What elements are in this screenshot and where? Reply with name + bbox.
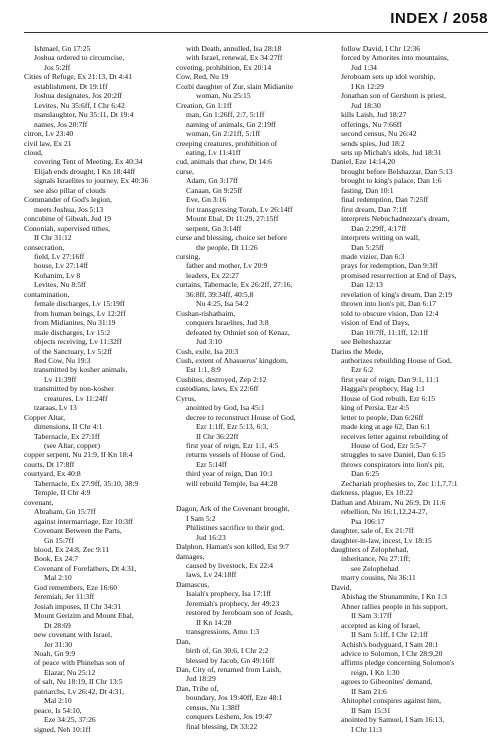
index-subentry: kills Laish, Jud 18:27 xyxy=(341,110,407,120)
index-subentry: Jonathan son of Gershom is priest, xyxy=(341,91,447,101)
index-subentry: I Kn 12:29 xyxy=(351,81,384,91)
index-subentry: first dream, Dan 7:1ff xyxy=(341,204,408,214)
index-subentry: Isaiah's prophecy, Isa 17:1ff xyxy=(186,589,272,599)
index-subentry: Abraham, Gn 15:7ff xyxy=(34,507,96,517)
index-subentry: I Chr 11:3 xyxy=(351,724,382,734)
index-subentry: Levites, Nu 8:5ff xyxy=(34,280,86,290)
index-subentry: transmitted by kosher animals, xyxy=(34,365,128,375)
index-subentry: woman, Nu 25:15 xyxy=(196,91,251,101)
index-entry: daughter, sale of, Ex 21:7ff xyxy=(331,526,414,536)
index-subentry: Jud 1:34 xyxy=(351,62,377,72)
index-subentry: sets up Michah's idols, Jud 18:31 xyxy=(341,147,442,157)
index-subentry: naming of animals, Gn 2:19ff xyxy=(186,119,276,129)
index-subentry: creatures, Lv 11:24ff xyxy=(44,393,108,403)
index-subentry: Elijah ends drought, I Kn 18:44ff xyxy=(34,166,136,176)
index-subentry: Covenant of Forefathers, Dt 4:31, xyxy=(34,563,137,573)
index-subentry: see Belteshazzar xyxy=(341,337,392,347)
index-entry: Cushites, destroyed, Zep 2:12 xyxy=(176,374,267,384)
index-subentry: conquers Leshem, Jos 19:47 xyxy=(186,712,273,722)
index-subentry: Temple, II Chr 4:9 xyxy=(34,488,91,498)
index-entry: Cow, Red, Nu 19 xyxy=(176,72,229,82)
index-subentry: Jud 16:23 xyxy=(196,532,226,542)
index-entry: Darius the Mede, xyxy=(331,346,384,356)
index-entry: contamination, xyxy=(24,289,70,299)
header-rule xyxy=(24,32,488,33)
index-subentry: prays for redemption, Dan 9:3ff xyxy=(341,261,438,271)
index-entry: citron, Lv 23:40 xyxy=(24,129,74,139)
index-subentry: marry cousins, Nu 36:11 xyxy=(341,573,416,583)
index-subentry: eating, Lv 11:41ff xyxy=(186,147,241,157)
index-entry: Cyrus, xyxy=(176,393,197,403)
index-subentry: signed, Neh 10:1ff xyxy=(34,724,91,734)
index-subentry: made king at age 62, Dan 6:1 xyxy=(341,422,431,432)
index-entry: Dan, Tribe of, xyxy=(176,683,219,693)
index-subentry: made vizier, Dan 6:3 xyxy=(341,251,405,261)
index-subentry: II Chr 31:12 xyxy=(34,233,72,243)
index-subentry: Gn 15:7ff xyxy=(44,535,74,545)
index-subentry: Eze 34:25, 37:26 xyxy=(44,715,96,725)
index-subentry: house, Lv 27:14ff xyxy=(34,261,89,271)
index-entry: covenant, xyxy=(24,497,54,507)
index-subentry: Zechariah prophesies to, Zec 1:1,7,7:1 xyxy=(341,478,458,488)
index-subentry: meets Joshua, Jos 5:13 xyxy=(34,204,104,214)
index-subentry: Philistines sacrifice to their god, xyxy=(186,523,285,533)
index-subentry: letter to people, Dan 6:26ff xyxy=(341,412,424,422)
index-subentry: peace, Is 54:10, xyxy=(34,705,82,715)
index-subentry: third year of reign, Dan 10:1 xyxy=(186,469,273,479)
index-entry: Dagon, Ark of the Covenant brought, xyxy=(176,504,290,514)
index-subentry: interprets Nebuchadnezzar's dream, xyxy=(341,214,450,224)
index-subentry: Josiah imposes, II Chr 34:31 xyxy=(34,601,122,611)
index-subentry: Jer 31:30 xyxy=(44,639,73,649)
index-subentry: Abishag the Shunammite, I Kn 1:3 xyxy=(341,592,447,602)
index-subentry: female discharges, Lv 15:19ff xyxy=(34,299,125,309)
index-entry: Creation, Gn 1:1ff xyxy=(176,100,232,110)
index-entry: cloud, xyxy=(24,147,43,157)
index-subentry: House of God, Ezr 5:5-7 xyxy=(351,441,426,451)
index-subentry: Ezr 6:2 xyxy=(351,365,374,375)
index-subentry: Dan 6:25 xyxy=(351,469,380,479)
index-subentry: see also pillar of clouds xyxy=(34,185,106,195)
index-subentry: blood, Ex 24:8, Zec 9:11 xyxy=(34,545,110,555)
index-subentry: against intermarriage, Ezr 10:3ff xyxy=(34,516,133,526)
index-subentry: with Death, annulled, Isa 28:18 xyxy=(186,44,282,53)
index-subentry: Ahitophel conspires against him, xyxy=(341,696,441,706)
index-subentry: sends spies, Jud 18:2 xyxy=(341,138,405,148)
index-subentry: inheritance, Nu 27:1ff; xyxy=(341,554,411,564)
index-entry: courtyard, Ex 40:8 xyxy=(24,469,81,479)
index-entry: civil law, Ex 21 xyxy=(24,138,72,148)
index-subentry: birth of, Gn 30:6, I Chr 2:2 xyxy=(186,646,269,656)
index-subentry: Mount Gerizim and Mount Ebal, xyxy=(34,611,134,621)
index-subentry: Noah, Gn 9:9 xyxy=(34,649,76,658)
index-subentry: Eve, Gn 3:16 xyxy=(186,195,227,205)
index-subentry: God remembers, Eze 16:60 xyxy=(34,582,118,592)
index-entry: Dalphon, Haman's son killed, Est 9:7 xyxy=(176,542,289,552)
index-subentry: signals Israelites to journey, Ex 40:36 xyxy=(34,176,149,186)
index-subentry: throws conspirators into lion's pit, xyxy=(341,459,445,469)
index-subentry: Mal 2:10 xyxy=(44,696,72,706)
index-subentry: leaders, Ex 22:27 xyxy=(186,270,239,280)
index-entry: Dathan and Abiram, Nu 26:9, Dt 11:6 xyxy=(331,497,446,507)
index-subentry: interprets writing on wall, xyxy=(341,233,420,243)
index-subentry: Joshua designates, Jos 20:2ff xyxy=(34,91,123,101)
index-subentry: final blessing, Dt 33:22 xyxy=(186,721,258,731)
index-subentry: Nu 4:25, Isa 54:2 xyxy=(196,299,249,309)
index-subentry: manslaughter, Nu 35:11, Dt 19:4 xyxy=(34,110,134,120)
index-subentry: transmitted by non-kosher xyxy=(34,384,114,394)
index-subentry: follow David, I Chr 12:36 xyxy=(341,44,421,53)
index-subentry: establishment, Dt 19:1ff xyxy=(34,81,108,91)
index-subentry: of the Sanctuary, Lv 5:2ff xyxy=(34,346,113,356)
index-subentry: Jud 3:10 xyxy=(196,337,222,347)
index-subentry: accepted as king of Israel, xyxy=(341,620,421,630)
index-subentry: II Sam 21:6 xyxy=(351,686,387,696)
section-gap xyxy=(176,496,326,504)
index-subentry: fasting, Dan 10:1 xyxy=(341,185,394,195)
index-entry: Commander of God's legion, xyxy=(24,195,112,205)
index-subentry: from human beings, Lv 12:2ff xyxy=(34,308,126,318)
index-subentry: first year of reign, Dan 9:1, 11:1 xyxy=(341,374,439,384)
index-column-3 xyxy=(331,44,481,734)
index-entry: darkness, plague, Ex 10:22 xyxy=(331,488,414,498)
page-title: INDEX / 2058 xyxy=(390,10,488,27)
index-entry: Cushan-rishathaim, xyxy=(176,308,236,318)
index-subentry: II Chr 36:22ff xyxy=(196,431,239,441)
index-subentry: restored by Jeroboam son of Joash, xyxy=(186,608,293,618)
index-subentry: II Sam 5:1ff, I Chr 12:1ff xyxy=(351,630,428,640)
index-subentry: Dan 2:29ff, 4:17ff xyxy=(351,223,407,233)
index-subentry: Jeremiah's prophecy, Jer 49:23 xyxy=(186,598,280,608)
index-subentry: transgressions, Amo 1:3 xyxy=(186,627,260,637)
index-entry: curtains, Tabernacle, Ex 26:2ff, 27:16, xyxy=(176,280,293,290)
index-subentry: Elazar, Nu 25:12 xyxy=(44,667,96,677)
index-subentry: Adam, Gn 3:17ff xyxy=(186,176,238,186)
index-subentry: Book, Ex 24:7 xyxy=(34,554,79,564)
index-subentry: names, Jos 20:7ff xyxy=(34,119,88,129)
index-entry: courts, Dt 17:8ff xyxy=(24,459,75,469)
index-subentry: told to obscure vision, Dan 12:4 xyxy=(341,308,439,318)
index-subentry: Est 1:1, 8:9 xyxy=(186,365,221,375)
index-subentry: offerings, Nu 7:66ff xyxy=(341,119,402,129)
index-subentry: Jos 5:2ff xyxy=(44,62,71,72)
index-subentry: see Zelophehad xyxy=(351,563,399,573)
index-subentry: decree to reconstruct House of God, xyxy=(186,412,296,422)
index-entry: Dan, xyxy=(176,636,191,646)
index-subentry: woman, Gn 2:21ff, 5:1ff xyxy=(186,129,261,139)
index-subentry: objects receiving, Lv 11:32ff xyxy=(34,337,122,347)
index-subentry: defeated by Othniel son of Kenaz, xyxy=(186,327,290,337)
index-subentry: anointed by God, Isa 45:1 xyxy=(186,403,265,413)
index-subentry: brought before Belshazzar, Dan 5:13 xyxy=(341,166,453,176)
index-entry: copper serpent, Nu 21:9, II Kn 18:4 xyxy=(24,450,133,460)
index-subentry: blessed by Jacob, Gn 49:16ff xyxy=(186,655,275,665)
index-entry: David, xyxy=(331,582,352,592)
index-entry: concubine of Gibeah, Jud 19 xyxy=(24,214,112,224)
index-entry: Damascus, xyxy=(176,579,210,589)
index-subentry: Dan 5:25ff xyxy=(351,242,384,252)
index-subentry: reign, I Kn 1:30 xyxy=(351,667,400,677)
index-subentry: king of Persia, Ezr 4:5 xyxy=(341,403,410,413)
index-subentry: census, Nu 1:38ff xyxy=(186,702,240,712)
index-subentry: conquers Israelites, Jud 3:8 xyxy=(186,318,269,328)
index-entry: cud, animals that chew, Dt 14:6 xyxy=(176,157,272,167)
index-subentry: of peace with Phinehas son of xyxy=(34,658,125,668)
index-subentry: will rebuild Temple, Isa 44:28 xyxy=(186,478,278,488)
index-subentry: Dt 28:69 xyxy=(44,620,71,630)
index-subentry: Dan 10:7ff, 11:1ff, 12:1ff xyxy=(351,327,429,337)
index-subentry: II Sam 15:31 xyxy=(351,705,391,715)
index-subentry: Covenant Between the Parts, xyxy=(34,526,122,536)
index-subentry: Ishmael, Gn 17:25 xyxy=(34,44,91,53)
index-subentry: thrown into lion's pit, Dan 6:17 xyxy=(341,299,437,309)
index-subentry: boundary, Jos 19:40ff, Eze 48:1 xyxy=(186,693,283,703)
index-subentry: Joshua ordered to circumcise, xyxy=(34,53,125,63)
index-entry: Cononiah, supervised tithes, xyxy=(24,223,111,233)
index-entry: curse, xyxy=(176,166,194,176)
page-header xyxy=(24,10,488,30)
index-subentry: second census, Nu 26:42 xyxy=(341,129,417,139)
index-subentry: Jud 18:30 xyxy=(351,100,381,110)
section-gap xyxy=(176,488,326,496)
index-subentry: Ezr 1:1ff, Ezr 5:13, 6:3, xyxy=(196,422,269,432)
index-subentry: man, Gn 1:26ff, 2:7, 5:1ff xyxy=(186,110,265,120)
index-subentry: II Sam 3:17ff xyxy=(351,611,392,621)
index-subentry: patriarchs, Lv 26:42, Dt 4:31, xyxy=(34,686,125,696)
index-subentry: the people, Dt 11:26 xyxy=(196,242,258,252)
index-subentry: Tabernacle, Ex 27:1ff xyxy=(34,431,100,441)
index-subentry: promised resurrection at End of Days, xyxy=(341,270,457,280)
index-subentry: receives letter against rebuilding of xyxy=(341,431,449,441)
index-subentry: Haggai's prophecy, Hag 1:1 xyxy=(341,384,425,394)
index-subentry: Jeremiah, Jer 11:3ff xyxy=(34,592,95,602)
index-subentry: 36:8ff, 39:34ff, 40:5,8 xyxy=(186,289,254,299)
index-entry: daughters of Zelophehad, xyxy=(331,545,409,555)
index-entry: Daniel, Eze 14:14,20 xyxy=(331,157,396,167)
index-subentry: caused by livestock, Ex 22:4 xyxy=(186,561,274,571)
index-subentry: brought to king's palace, Dan 1:6 xyxy=(341,176,442,186)
index-entry: daughter-in-law, incest, Lv 18:15 xyxy=(331,535,432,545)
index-entry: Dan, City of, renamed from Laish, xyxy=(176,665,282,674)
index-subentry: serpent, Gn 3:14ff xyxy=(186,223,242,233)
index-subentry: Dan 12:13 xyxy=(351,280,383,290)
index-subentry: vision of End of Days, xyxy=(341,318,410,328)
index-entry: Cush, exile, Isa 20:3 xyxy=(176,346,239,356)
index-subentry: Abner rallies people in his support, xyxy=(341,601,448,611)
index-entry: creeping creatures, prohibition of xyxy=(176,138,278,148)
index-subentry: Mal 2:10 xyxy=(44,573,72,583)
index-subentry: Ezr 5:14ff xyxy=(196,459,227,469)
index-subentry: Kohanim, Lv 8 xyxy=(34,270,81,280)
index-column-2 xyxy=(176,44,326,731)
index-subentry: covering Tent of Meeting, Ex 40:34 xyxy=(34,157,143,167)
index-subentry: Tabernacle, Ex 27:9ff, 35:10, 38:9 xyxy=(34,478,139,488)
index-entry: coveting, prohibition, Ex 20:14 xyxy=(176,62,272,72)
index-subentry: final redemption, Dan 7:25ff xyxy=(341,195,429,205)
index-subentry: struggles to save Daniel, Dan 6:15 xyxy=(341,450,446,460)
index-subentry: forced by Amorites into mountains, xyxy=(341,53,449,63)
index-subentry: authorizes rebuilding House of God, xyxy=(341,355,452,365)
index-subentry: with Israel, renewal, Ex 34:27ff xyxy=(186,53,283,63)
index-entry: Copper Altar, xyxy=(24,412,66,422)
index-subentry: Jud 18:29 xyxy=(186,674,216,684)
index-subentry: for transgressing Torah, Lv 26:14ff xyxy=(186,204,293,214)
index-subentry: Mount Ebal, Dt 11:29, 27:15ff xyxy=(186,214,279,224)
index-subentry: Canaan, Gn 9:25ff xyxy=(186,185,243,195)
index-entry: Cush, extent of Ahasuerus' kingdom, xyxy=(176,355,288,365)
index-entry: curse and blessing, choice set before xyxy=(176,233,287,243)
index-subentry: male discharges, Lv 15:2 xyxy=(34,327,111,337)
index-entry: custodians, laws, Ex 22:6ff xyxy=(176,384,259,394)
index-subentry: Achish's bodyguard, I Sam 28:1 xyxy=(341,639,439,649)
index-subentry: II Kn 14:28 xyxy=(196,617,232,627)
index-subentry: dimensions, II Chr 4:1 xyxy=(34,422,103,432)
index-subentry: rebellion, Nu 16:1,12,24-27, xyxy=(341,507,428,517)
index-subentry: Lv 11:39ff xyxy=(44,374,77,384)
index-entry: damages, xyxy=(176,551,205,561)
index-entry: consecration, xyxy=(24,242,65,252)
index-column-1 xyxy=(24,44,174,734)
index-subentry: revelation of king's dream, Dan 2:19 xyxy=(341,289,453,299)
index-subentry: Red Cow, Nu 19:3 xyxy=(34,355,91,365)
index-subentry: House of God rebuilt, Ezr 6:15 xyxy=(341,393,436,403)
index-subentry: Levites, Nu 35:6ff, I Chr 6:42 xyxy=(34,100,125,110)
index-subentry: Psa 106:17 xyxy=(351,516,385,526)
index-subentry: new covenant with Israel, xyxy=(34,630,113,640)
index-subentry: affirms pledge concerning Solomon's xyxy=(341,658,455,668)
index-subentry: first year of reign, Ezr 1:1, 4:5 xyxy=(186,441,279,451)
index-entry: cursing, xyxy=(176,251,201,261)
index-subentry: Jeroboam sets up idol worship, xyxy=(341,72,436,82)
index-subentry: laws, Lv 24:18ff xyxy=(186,570,237,580)
index-subentry: returns vessels of House of God, xyxy=(186,450,286,460)
index-subentry: (see Altar, copper) xyxy=(44,441,100,451)
index-subentry: advice to Solomon, I Chr 28:9,20 xyxy=(341,649,443,658)
index-subentry: tzaraas, Lv 13 xyxy=(34,403,77,413)
index-entry: Cities of Refuge, Ex 21:13, Dt 4:41 xyxy=(24,72,132,82)
index-subentry: agrees to Gibeonites' demand, xyxy=(341,677,433,687)
index-subentry: field, Lv 27:16ff xyxy=(34,251,85,261)
index-subentry: I Sam 5:2 xyxy=(186,513,216,523)
index-subentry: anointed by Samuel, I Sam 16:13, xyxy=(341,715,445,725)
index-subentry: of salt, Nu 18:19, II Chr 13:5 xyxy=(34,677,123,687)
index-subentry: father and mother, Lv 20:9 xyxy=(186,261,268,271)
index-entry: Cozbi daughter of Zur, slain Midianite xyxy=(176,81,293,91)
index-subentry: from Midianites, Nu 31:19 xyxy=(34,318,116,328)
